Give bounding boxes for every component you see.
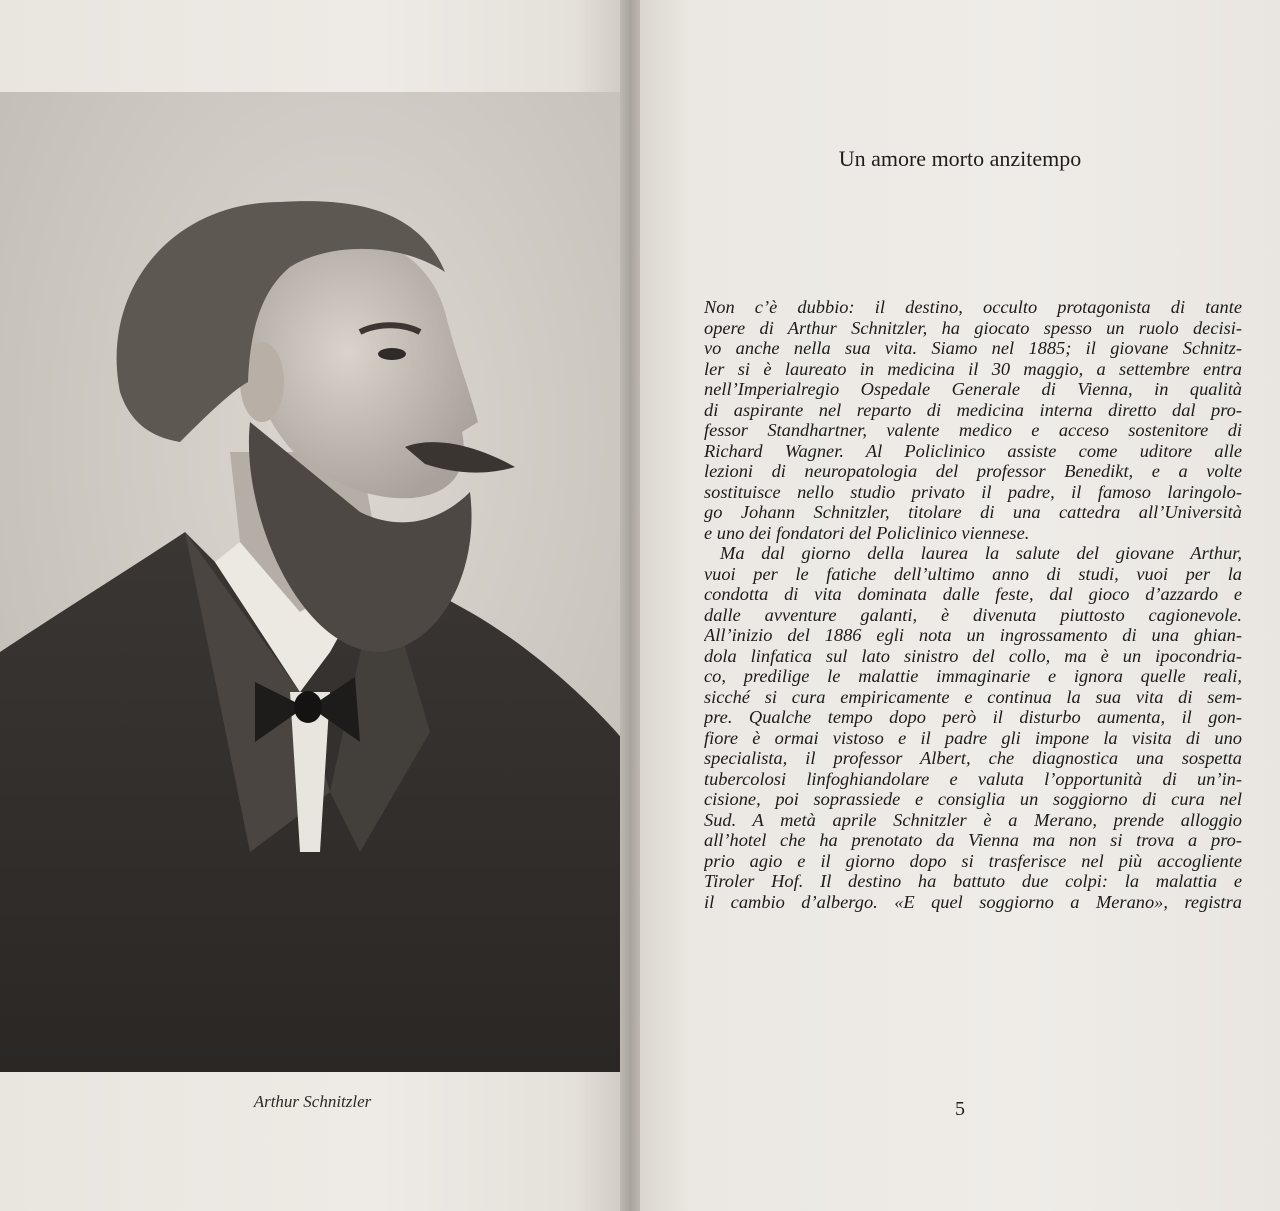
text-line: sostituisce nello studio privato il padre, il famoso laringolo- bbox=[704, 481, 1242, 502]
text-line: co, predilige le malattie immaginarie e ignora quelle reali, bbox=[704, 666, 1242, 686]
page-number: 5 bbox=[955, 1098, 965, 1120]
text-line: Richard Wagner. Al Policlinico assiste come uditore alle bbox=[704, 440, 1242, 461]
text-line: sicché si cura empiricamente e continua la sua vita di sem- bbox=[704, 686, 1242, 707]
text-line: condotta di vita dominata dalle feste, dal gioco d’azzardo e bbox=[704, 584, 1242, 604]
text-line: specialista, il professor Albert, che diagnostica una sospetta bbox=[704, 748, 1242, 768]
text-line: pre. Qualche tempo dopo però il disturbo aumenta, il gon- bbox=[704, 707, 1242, 727]
portrait-photo bbox=[0, 92, 625, 1072]
text-line: ler si è laureato in medicina il 30 maggio, a settembre entra bbox=[704, 358, 1242, 379]
text-line: fessor Standhartner, valente medico e acceso sostenitore di bbox=[704, 420, 1242, 440]
chapter-title: Un amore morto anzitempo bbox=[838, 146, 1082, 171]
text-line: tubercolosi linfoghiandolare e valuta l’opportunità di un’in- bbox=[704, 768, 1242, 789]
text-line: cisione, poi soprassiede e consiglia un soggiorno di cura nel bbox=[704, 789, 1242, 809]
text-line: di aspirante nel reparto di medicina interna diretto dal pro- bbox=[704, 399, 1242, 420]
text-line: lezioni di neuropatologia del professor Benedikt, e a volte bbox=[704, 461, 1242, 481]
text-line: prio agio e il giorno dopo si trasferisce nel più accogliente bbox=[704, 850, 1242, 871]
left-page bbox=[0, 0, 625, 1211]
text-line: nell’Imperialregio Ospedale Generale di Vienna, in qualità bbox=[704, 379, 1242, 399]
text-line: il cambio d’albergo. «E quel soggiorno a Merano», registra bbox=[704, 891, 1242, 912]
text-line: dola linfatica sul lato sinistro del collo, ma è un ipocondria- bbox=[704, 645, 1242, 666]
text-line: e uno dei fondatori del Policlinico viennese. bbox=[704, 522, 1030, 543]
text-line: Sud. A metà aprile Schnitzler è a Merano, prende alloggio bbox=[704, 809, 1242, 830]
text-line: Non c’è dubbio: il destino, occulto protagonista di tante bbox=[704, 297, 1242, 317]
text-line: vo anche nella sua vita. Siamo nel 1885; il giovane Schnitz- bbox=[704, 338, 1242, 358]
text-line: Tiroler Hof. Il destino ha battuto due colpi: la malattia e bbox=[704, 871, 1242, 891]
text-line: vuoi per le fatiche dell’ultimo anno di studi, vuoi per la bbox=[704, 563, 1242, 584]
body-text bbox=[704, 297, 1242, 912]
text-line: Ma dal giorno della laurea la salute del giovane Arthur, bbox=[720, 543, 1242, 563]
photo-caption: Arthur Schnitzler bbox=[253, 1092, 372, 1111]
text-line: All’inizio del 1886 egli nota un ingrossamento di una ghian- bbox=[704, 625, 1242, 645]
text-line: dalle avventure galanti, è divenuta piuttosto cagionevole. bbox=[704, 604, 1242, 625]
text-line: go Johann Schnitzler, titolare di una cattedra all’Università bbox=[704, 502, 1242, 522]
portrait-photo-icon bbox=[0, 92, 625, 1072]
text-line: fiore è ormai vistoso e il padre gli impone la visita di uno bbox=[704, 727, 1242, 748]
text-line: opere di Arthur Schnitzler, ha giocato spesso un ruolo decisi- bbox=[704, 317, 1242, 338]
text-line: all’hotel che ha prenotato da Vienna ma non si trova a pro- bbox=[704, 830, 1242, 850]
